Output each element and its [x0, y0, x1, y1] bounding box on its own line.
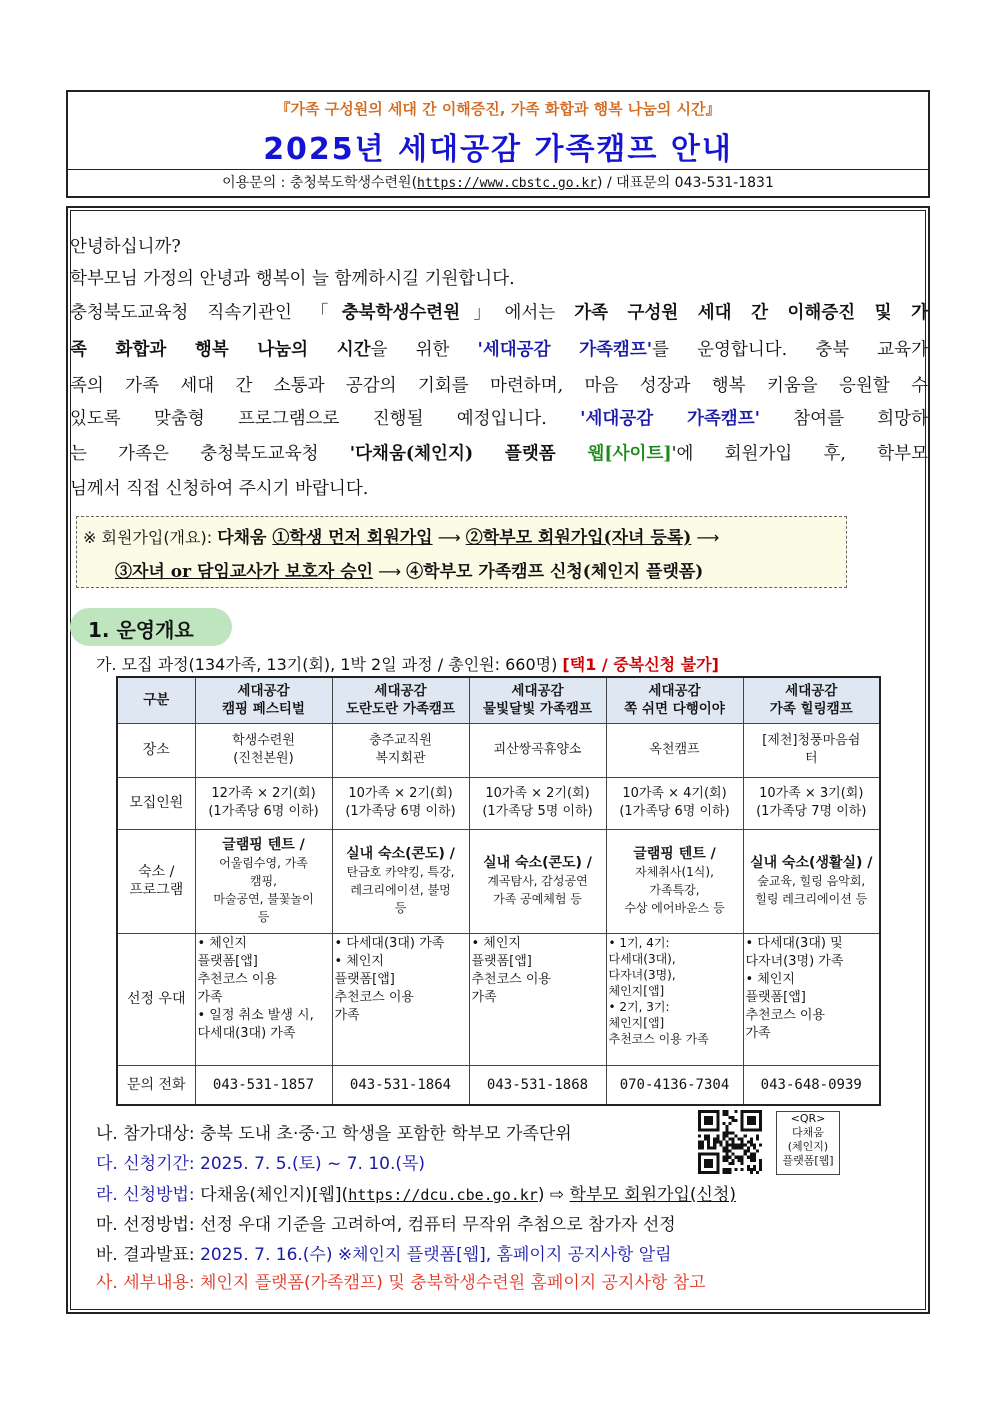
intro-text: 를 운영합니다. 충북 교육가: [652, 340, 928, 360]
recruit-limit: (1가족당 6명 이하): [345, 804, 456, 819]
intro-text: 참여를 희망하: [759, 409, 928, 429]
intro-emphasis: 가족 구성원 세대 간 이해증진 및 가: [574, 303, 928, 323]
recruit-limit: (1가족당 6명 이하): [208, 804, 319, 819]
table-cell: [469, 829, 606, 933]
section-1-title: 1. 운영개요: [88, 618, 194, 642]
intro-text: 있도록 맞춤형 프로그램으로 진행될 예정입니다.: [70, 409, 581, 429]
item-label: 라. 신청방법:: [96, 1185, 201, 1205]
qr-label: <QR> 다채움 (체인지) 플랫폼[웹]: [782, 1112, 834, 1167]
selection-text: 선정 우대 기준을 고려하여, 컴퓨터 무작위 추첨으로 참가자 선정: [200, 1215, 676, 1235]
method-text: ): [537, 1185, 545, 1205]
intro-text: 충청북도교육청 직속기관인 「: [70, 303, 342, 323]
row-label: 문의 전화: [117, 1065, 195, 1105]
header-label: 세대공감 물빛달빛 가족캠프: [482, 683, 593, 718]
header-label: 세대공감 가족 힐링캠프: [769, 683, 853, 718]
place-value: 학생수련원 (진천본원): [232, 733, 295, 766]
table-header-cell: [195, 677, 332, 723]
recruit-summary-text: 가. 모집 과정(134가족, 13기(회), 1박 2일 과정 / 총인원: 660명): [96, 655, 563, 674]
platform-name: '다채움(체인지) 플랫폼: [349, 444, 588, 464]
item-application-method: [96, 1180, 736, 1205]
program-lodging: 실내 숙소(콘도) /: [346, 846, 455, 862]
preference-text: • 다세대(3대) 가족 • 체인지 플랫폼[앱] 추천코스 이용 가족: [334, 935, 445, 1023]
table-cell: [743, 777, 880, 829]
preference-text: • 1기, 4기: 다세대(3대), 다자녀(3명), 체인지[앱] • 2기, 3기: 체인지[앱] 추천코스 이용 가족: [608, 935, 709, 1046]
program-table: [116, 676, 881, 1106]
phone-number: 043-531-1864: [332, 1065, 469, 1105]
signup-step-4: ④학부모 가족캠프 신청(체인지 플랫폼): [406, 562, 704, 582]
row-label: 모집인원: [117, 777, 195, 829]
table-header-cell: [743, 677, 880, 723]
intro-emphasis: 족 화합과 행복 나눔의 시간: [70, 340, 371, 360]
table-cell: [469, 933, 606, 1065]
duplicate-warning: [택1 / 중복신청 불가]: [562, 655, 719, 674]
phone-number: 043-531-1868: [469, 1065, 606, 1105]
notice-line-1: [83, 523, 719, 548]
contact-line: [68, 169, 928, 196]
item-label: 마. 선정방법:: [96, 1215, 201, 1235]
place-value: 옥천캠프: [649, 742, 700, 757]
homepage-link[interactable]: https://www.cbstc.go.kr: [417, 176, 598, 191]
signup-step-2: ②학부모 회원가입(자녀 등록): [465, 528, 692, 548]
table-header-cell: [469, 677, 606, 723]
program-lodging: 글램핑 텐트 /: [633, 846, 716, 862]
intro-line-8: 님께서 직접 신청하여 주시기 바랍니다.: [70, 479, 369, 499]
table-cell: [606, 829, 743, 933]
place-value: 괴산쌍곡휴양소: [493, 742, 582, 757]
recruit-count: 10가족 × 2기(회): [485, 786, 590, 801]
preference-text: • 체인지 플랫폼[앱] 추천코스 이용 가족: [471, 935, 551, 1005]
intro-line-4: [70, 335, 928, 365]
recruit-limit: (1가족당 5명 이하): [482, 804, 593, 819]
table-row-recruit: [117, 777, 880, 829]
table-cell: [195, 777, 332, 829]
recruit-summary: [96, 652, 719, 675]
header-label: 세대공감 쪽 쉬면 다행이야: [624, 683, 725, 718]
table-row-preference: [117, 933, 880, 1065]
page-title: 2025년 세대공감 가족캠프 안내: [263, 132, 733, 167]
arrow-icon: ⇨: [544, 1185, 570, 1205]
parent-signup-link[interactable]: 학부모 회원가입(신청): [569, 1185, 737, 1205]
table-cell: [469, 723, 606, 777]
signup-step-3: ③자녀 or 담임교사가 보호자 승인: [115, 562, 374, 582]
qr-code-icon[interactable]: [698, 1110, 762, 1174]
program-desc: 계곡탐사, 감성공연 가족 공예체험 등: [487, 874, 588, 906]
recruit-count: 10가족 × 2기(회): [348, 786, 453, 801]
recruit-count: 10가족 × 4기(회): [622, 786, 727, 801]
qr-label-box: [776, 1111, 840, 1175]
result-text: 2025. 7. 16.(수) ※체인지 플랫폼[웹], 홈페이지 공지사항 알림: [200, 1245, 672, 1265]
phone-number: 043-648-0939: [743, 1065, 880, 1105]
table-cell: [332, 777, 469, 829]
table-cell: [469, 777, 606, 829]
phone-number: 043-531-1857: [195, 1065, 332, 1105]
phone-number: 070-4136-7304: [606, 1065, 743, 1105]
notice-brand: 다채움: [217, 528, 273, 548]
camp-name-highlight: '세대공감 가족캠프': [580, 409, 760, 429]
notice-mark: ※ 회원가입(개요):: [83, 528, 218, 547]
table-cell: [195, 723, 332, 777]
item-label: 바. 결과발표:: [96, 1245, 201, 1265]
table-cell: [743, 829, 880, 933]
table-cell: [606, 723, 743, 777]
program-desc: 어울림수영, 가족 캠핑, 마술공연, 불꽃놀이 등: [213, 856, 314, 924]
preference-text: • 다세대(3대) 및 다자녀(3명) 가족 • 체인지 플랫폼[앱] 추천코스 이용 가족: [745, 935, 844, 1041]
intro-line-6: [70, 404, 928, 434]
program-lodging: 실내 숙소(콘도) /: [483, 855, 592, 871]
place-value: [제천]청풍마음쉼 터: [762, 733, 861, 766]
header-label: 구분: [143, 692, 170, 709]
intro-line-5: 족의 가족 세대 간 소통과 공감의 기회를 마련하며, 마음 성장과 행복 키움을 응원할 수: [70, 376, 928, 396]
item-participants: 나. 참가대상: 충북 도내 초·중·고 학생을 포함한 학부모 가족단위: [96, 1124, 572, 1144]
table-header-cell: [117, 677, 195, 723]
program-lodging: 글램핑 텐트 /: [222, 837, 305, 853]
intro-org-name: 충북학생수련원: [341, 303, 461, 323]
arrow-icon: ⟶: [691, 528, 720, 547]
intro-text: '에 회원가입 후, 학부모: [671, 444, 928, 464]
row-label: 선정 우대: [117, 933, 195, 1065]
recruit-limit: (1가족당 7명 이하): [756, 804, 867, 819]
table-header-row: [117, 677, 880, 723]
signup-notice-box: [76, 516, 847, 588]
table-cell: [743, 933, 880, 1065]
section-1-heading: [70, 608, 232, 646]
header-label: 세대공감 캠핑 페스티벌: [222, 683, 305, 718]
header-subtitle: 『가족 구성원의 세대 간 이해증진, 가족 화합과 행복 나눔의 시간』: [275, 100, 721, 118]
table-header-cell: [332, 677, 469, 723]
table-cell: [332, 723, 469, 777]
program-desc: 숲교육, 힐링 음악회, 힐링 레크리에이션 등: [755, 874, 868, 906]
arrow-icon: ⟶: [432, 528, 466, 547]
table-row-place: [117, 723, 880, 777]
table-cell: [332, 829, 469, 933]
place-value: 충주교직원 복지회관: [369, 733, 432, 766]
program-desc: 자체취사(1식), 가족특강, 수상 에어바운스 등: [624, 865, 725, 915]
item-selection-method: [96, 1210, 676, 1235]
table-cell: [606, 777, 743, 829]
contact-suffix: ) / 대표문의 043-531-1831: [597, 175, 774, 191]
camp-name-highlight: '세대공감 가족캠프': [477, 340, 653, 360]
table-header-cell: [606, 677, 743, 723]
notice-line-2: [115, 557, 703, 582]
intro-text: 을 위한: [370, 340, 478, 360]
item-application-period: 다. 신청기간: 2025. 7. 5.(토) ~ 7. 10.(목): [96, 1154, 426, 1174]
preference-text: • 체인지 플랫폼[앱] 추천코스 이용 가족 • 일정 취소 발생 시, 다세대(3대) 가족: [197, 935, 314, 1041]
row-label: 장소: [117, 723, 195, 777]
intro-line-3: [70, 298, 928, 328]
table-cell: [332, 933, 469, 1065]
application-link[interactable]: https://dcu.cbe.go.kr: [348, 1186, 538, 1204]
recruit-count: 12가족 × 2기(회): [211, 786, 316, 801]
table-cell: [195, 829, 332, 933]
program-lodging: 실내 숙소(생활실) /: [750, 855, 873, 871]
contact-prefix: 이용문의 : 충청북도학생수련원(: [222, 175, 418, 191]
table-cell: [606, 933, 743, 1065]
platform-web-highlight: 웹[사이트]: [587, 444, 672, 464]
recruit-limit: (1가족당 6명 이하): [619, 804, 730, 819]
table-row-phone: [117, 1065, 880, 1105]
arrow-icon: ⟶: [373, 562, 407, 581]
method-text: 다채움(체인지)[웹](: [200, 1185, 349, 1205]
row-label: 숙소 / 프로그램: [129, 864, 184, 898]
table-cell: [743, 723, 880, 777]
intro-text: 」에서는: [460, 303, 575, 323]
item-result-announcement: [96, 1240, 672, 1265]
header-box: [66, 90, 930, 198]
program-desc: 탄금호 카약킹, 특강, 레크리에이션, 불멍 등: [346, 865, 455, 915]
table-cell: [195, 933, 332, 1065]
row-label-cell: [117, 829, 195, 933]
item-details: 사. 세부내용: 체인지 플랫폼(가족캠프) 및 충북학생수련원 홈페이지 공지사항 참고: [96, 1273, 706, 1293]
header-label: 세대공감 도란도란 가족캠프: [345, 683, 456, 718]
recruit-count: 10가족 × 3기(회): [759, 786, 864, 801]
signup-step-1: ①학생 먼저 회원가입: [272, 528, 433, 548]
intro-line-2: 학부모님 가정의 안녕과 행복이 늘 함께하시길 기원합니다.: [70, 269, 515, 289]
table-row-program: [117, 829, 880, 933]
intro-line-1: 안녕하십니까?: [70, 237, 181, 257]
intro-text: 는 가족은 충청북도교육청: [70, 444, 350, 464]
intro-line-7: [70, 439, 928, 469]
